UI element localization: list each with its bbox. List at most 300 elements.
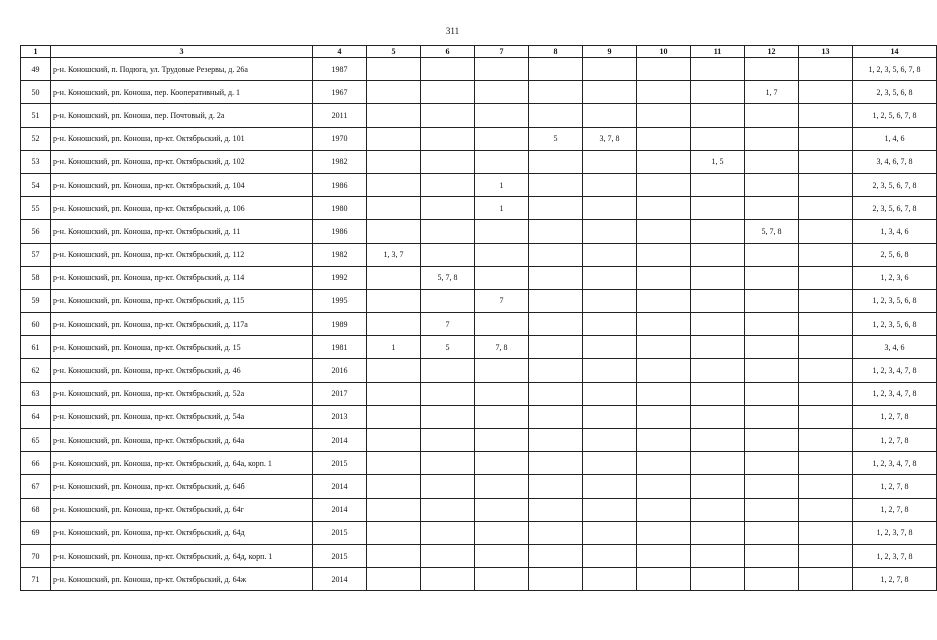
table-cell: 1	[475, 197, 529, 220]
table-cell	[637, 475, 691, 498]
table-cell	[529, 173, 583, 196]
table-cell	[475, 58, 529, 81]
table-row	[21, 405, 937, 428]
table-cell: 5, 7, 8	[745, 220, 799, 243]
address-cell: р-н. Коношский, рп. Коноша, пр-кт. Октябрьский, д. 102	[51, 150, 313, 173]
table-cell: 2, 3, 5, 6, 8	[853, 81, 937, 104]
table-cell: 5	[421, 336, 475, 359]
table-cell	[799, 266, 853, 289]
table-cell	[475, 405, 529, 428]
table-cell	[745, 359, 799, 382]
table-cell	[421, 104, 475, 127]
table-cell: 1, 7	[745, 81, 799, 104]
table-cell	[475, 521, 529, 544]
address-cell: р-н. Коношский, п. Подюга, ул. Трудовые Резервы, д. 26а	[51, 58, 313, 81]
row-number-cell: 57	[21, 243, 51, 266]
table-cell	[745, 544, 799, 567]
address-cell: р-н. Коношский, рп. Коноша, пр-кт. Октябрьский, д. 101	[51, 127, 313, 150]
year-cell: 2015	[313, 452, 367, 475]
year-cell: 2014	[313, 568, 367, 591]
table-cell	[691, 521, 745, 544]
table-cell	[583, 475, 637, 498]
year-cell: 1970	[313, 127, 367, 150]
address-cell: р-н. Коношский, рп. Коноша, пр-кт. Октябрьский, д. 115	[51, 289, 313, 312]
year-cell: 2015	[313, 521, 367, 544]
year-cell: 1986	[313, 173, 367, 196]
table-cell	[799, 405, 853, 428]
table-cell	[745, 243, 799, 266]
header-row	[21, 46, 937, 58]
year-cell: 2016	[313, 359, 367, 382]
table-cell	[529, 150, 583, 173]
table-cell	[529, 58, 583, 81]
table-cell	[745, 197, 799, 220]
table-cell: 1, 2, 7, 8	[853, 429, 937, 452]
table-cell	[691, 243, 745, 266]
table-cell	[475, 243, 529, 266]
table-cell	[799, 544, 853, 567]
column-header: 14	[853, 46, 937, 58]
table-row	[21, 197, 937, 220]
table-cell	[583, 266, 637, 289]
table-cell	[529, 243, 583, 266]
address-cell: р-н. Коношский, рп. Коноша, пр-кт. Октябрьский, д. 11	[51, 220, 313, 243]
table-cell	[367, 359, 421, 382]
table-cell	[637, 498, 691, 521]
table-cell	[799, 313, 853, 336]
year-cell: 1982	[313, 150, 367, 173]
year-cell: 2014	[313, 475, 367, 498]
page-number: 311	[445, 26, 460, 36]
table-cell	[529, 197, 583, 220]
column-header: 8	[529, 46, 583, 58]
table-cell	[583, 382, 637, 405]
table-cell: 1, 2, 3, 5, 6, 7, 8	[853, 58, 937, 81]
table-cell	[691, 104, 745, 127]
year-cell: 2017	[313, 382, 367, 405]
table-cell	[799, 58, 853, 81]
table-cell	[583, 104, 637, 127]
table-cell	[367, 452, 421, 475]
table-row	[21, 150, 937, 173]
table-cell	[799, 568, 853, 591]
table-cell	[799, 521, 853, 544]
table-cell	[799, 498, 853, 521]
table-cell	[745, 498, 799, 521]
table-body	[21, 58, 937, 591]
row-number-cell: 67	[21, 475, 51, 498]
table-cell	[583, 452, 637, 475]
table-row	[21, 359, 937, 382]
table-cell	[421, 382, 475, 405]
address-cell: р-н. Коношский, рп. Коноша, пр-кт. Октябрьский, д. 64ж	[51, 568, 313, 591]
table-cell	[691, 127, 745, 150]
table-cell	[529, 452, 583, 475]
table-cell: 7, 8	[475, 336, 529, 359]
year-cell: 2014	[313, 429, 367, 452]
table-cell: 3, 4, 6	[853, 336, 937, 359]
column-header: 10	[637, 46, 691, 58]
year-cell: 1987	[313, 58, 367, 81]
table-cell	[799, 173, 853, 196]
column-header: 1	[21, 46, 51, 58]
year-cell: 2015	[313, 544, 367, 567]
table-cell	[529, 429, 583, 452]
table-cell	[637, 544, 691, 567]
table-cell: 1, 2, 3, 5, 6, 8	[853, 313, 937, 336]
table-cell	[529, 405, 583, 428]
table-cell	[799, 475, 853, 498]
row-number-cell: 63	[21, 382, 51, 405]
table-cell	[583, 521, 637, 544]
table-row	[21, 58, 937, 81]
table-cell	[583, 544, 637, 567]
table-cell	[367, 521, 421, 544]
table-cell	[637, 568, 691, 591]
register-table	[20, 45, 937, 591]
table-cell	[475, 150, 529, 173]
table-cell	[691, 336, 745, 359]
table-cell: 1, 2, 5, 6, 7, 8	[853, 104, 937, 127]
address-cell: р-н. Коношский, рп. Коноша, пр-кт. Октябрьский, д. 114	[51, 266, 313, 289]
table-row	[21, 104, 937, 127]
address-cell: р-н. Коношский, рп. Коноша, пр-кт. Октябрьский, д. 64а	[51, 429, 313, 452]
row-number-cell: 60	[21, 313, 51, 336]
year-cell: 1986	[313, 220, 367, 243]
table-cell	[421, 81, 475, 104]
address-cell: р-н. Коношский, рп. Коноша, пр-кт. Октябрьский, д. 117а	[51, 313, 313, 336]
table-cell	[745, 266, 799, 289]
table-cell	[637, 336, 691, 359]
table-cell: 1, 2, 7, 8	[853, 405, 937, 428]
table-cell	[691, 173, 745, 196]
table-cell	[529, 498, 583, 521]
table-cell	[583, 81, 637, 104]
table-cell	[529, 104, 583, 127]
table-cell	[637, 313, 691, 336]
table-cell	[367, 498, 421, 521]
table-cell	[745, 382, 799, 405]
table-cell	[475, 544, 529, 567]
row-number-cell: 50	[21, 81, 51, 104]
column-header: 5	[367, 46, 421, 58]
table-cell	[529, 475, 583, 498]
table-cell	[475, 452, 529, 475]
table-cell	[691, 452, 745, 475]
row-number-cell: 49	[21, 58, 51, 81]
table-cell: 1, 2, 3, 4, 7, 8	[853, 359, 937, 382]
table-cell	[583, 150, 637, 173]
table-cell	[637, 521, 691, 544]
table-cell: 1, 2, 7, 8	[853, 568, 937, 591]
table-cell	[691, 382, 745, 405]
table-cell	[367, 220, 421, 243]
table-cell	[583, 243, 637, 266]
row-number-cell: 69	[21, 521, 51, 544]
table-cell	[745, 289, 799, 312]
table-cell	[367, 81, 421, 104]
table-cell	[799, 336, 853, 359]
table-cell	[745, 58, 799, 81]
address-cell: р-н. Коношский, рп. Коноша, пр-кт. Октябрьский, д. 46	[51, 359, 313, 382]
table-cell	[745, 405, 799, 428]
column-header: 6	[421, 46, 475, 58]
table-cell	[691, 429, 745, 452]
table-row	[21, 544, 937, 567]
year-cell: 1995	[313, 289, 367, 312]
table-cell	[421, 498, 475, 521]
column-header: 11	[691, 46, 745, 58]
column-header: 13	[799, 46, 853, 58]
table-cell: 3, 4, 6, 7, 8	[853, 150, 937, 173]
table-cell: 1, 2, 7, 8	[853, 475, 937, 498]
table-cell	[367, 429, 421, 452]
table-cell	[475, 313, 529, 336]
table-row	[21, 243, 937, 266]
table-cell: 1	[475, 173, 529, 196]
row-number-cell: 61	[21, 336, 51, 359]
table-cell: 1, 2, 3, 7, 8	[853, 521, 937, 544]
table-cell	[529, 336, 583, 359]
row-number-cell: 64	[21, 405, 51, 428]
table-cell	[367, 266, 421, 289]
table-cell	[367, 475, 421, 498]
table-cell: 1, 5	[691, 150, 745, 173]
table-cell	[583, 220, 637, 243]
table-cell: 5, 7, 8	[421, 266, 475, 289]
table-cell	[637, 104, 691, 127]
row-number-cell: 71	[21, 568, 51, 591]
table-cell	[367, 150, 421, 173]
table-cell	[421, 173, 475, 196]
table-cell	[691, 475, 745, 498]
table-cell	[367, 544, 421, 567]
table-cell	[583, 336, 637, 359]
table-cell: 1, 2, 3, 6	[853, 266, 937, 289]
column-header: 7	[475, 46, 529, 58]
table-cell: 1, 4, 6	[853, 127, 937, 150]
row-number-cell: 55	[21, 197, 51, 220]
table-cell	[637, 220, 691, 243]
column-header: 4	[313, 46, 367, 58]
table-cell: 1, 3, 7	[367, 243, 421, 266]
table-cell	[691, 289, 745, 312]
table-cell	[799, 452, 853, 475]
address-cell: р-н. Коношский, рп. Коноша, пр-кт. Октябрьский, д. 52а	[51, 382, 313, 405]
table-cell	[367, 58, 421, 81]
table-cell	[421, 521, 475, 544]
table-cell	[799, 150, 853, 173]
table-cell	[367, 313, 421, 336]
table-row	[21, 521, 937, 544]
table-cell	[745, 336, 799, 359]
table-cell	[529, 568, 583, 591]
row-number-cell: 68	[21, 498, 51, 521]
table-cell: 2, 3, 5, 6, 7, 8	[853, 197, 937, 220]
year-cell: 2011	[313, 104, 367, 127]
address-cell: р-н. Коношский, рп. Коноша, пр-кт. Октябрьский, д. 64б	[51, 475, 313, 498]
row-number-cell: 66	[21, 452, 51, 475]
table-cell	[637, 58, 691, 81]
table-cell	[421, 544, 475, 567]
table-cell	[637, 382, 691, 405]
year-cell: 2014	[313, 498, 367, 521]
table-cell	[367, 568, 421, 591]
table-cell	[421, 452, 475, 475]
table-cell	[367, 104, 421, 127]
table-cell: 3, 7, 8	[583, 127, 637, 150]
column-header: 12	[745, 46, 799, 58]
table-cell: 1, 3, 4, 6	[853, 220, 937, 243]
table-cell	[529, 313, 583, 336]
address-cell: р-н. Коношский, рп. Коноша, пер. Почтовый, д. 2а	[51, 104, 313, 127]
table-cell	[367, 405, 421, 428]
table-cell	[475, 568, 529, 591]
table-row	[21, 220, 937, 243]
table-cell	[475, 475, 529, 498]
row-number-cell: 52	[21, 127, 51, 150]
table-cell	[475, 220, 529, 243]
table-cell	[421, 243, 475, 266]
table-cell	[637, 150, 691, 173]
table-cell: 1, 2, 3, 7, 8	[853, 544, 937, 567]
table-cell	[529, 521, 583, 544]
table-cell	[421, 289, 475, 312]
table-cell	[691, 220, 745, 243]
table-cell: 7	[475, 289, 529, 312]
table-cell	[583, 498, 637, 521]
table-cell	[475, 127, 529, 150]
table-cell	[637, 81, 691, 104]
table-cell	[691, 266, 745, 289]
table-cell	[745, 429, 799, 452]
table-cell	[637, 173, 691, 196]
table-cell	[475, 382, 529, 405]
table-cell: 7	[421, 313, 475, 336]
table-row	[21, 289, 937, 312]
table-cell	[745, 173, 799, 196]
table-row	[21, 313, 937, 336]
row-number-cell: 51	[21, 104, 51, 127]
table-cell	[691, 81, 745, 104]
table-cell	[799, 81, 853, 104]
table-cell	[367, 173, 421, 196]
row-number-cell: 58	[21, 266, 51, 289]
table-cell	[799, 429, 853, 452]
table-cell: 1, 2, 3, 4, 7, 8	[853, 382, 937, 405]
table-cell	[637, 266, 691, 289]
table-cell	[799, 382, 853, 405]
column-header: 3	[51, 46, 313, 58]
address-cell: р-н. Коношский, рп. Коноша, пр-кт. Октябрьский, д. 106	[51, 197, 313, 220]
table-cell	[475, 498, 529, 521]
table-cell: 5	[529, 127, 583, 150]
year-cell: 1967	[313, 81, 367, 104]
table-cell	[637, 127, 691, 150]
table-cell	[799, 104, 853, 127]
table-cell	[745, 127, 799, 150]
table-cell	[475, 104, 529, 127]
table-cell	[421, 359, 475, 382]
table-cell	[691, 58, 745, 81]
table-row	[21, 127, 937, 150]
year-cell: 1992	[313, 266, 367, 289]
table-cell	[745, 150, 799, 173]
table-cell	[529, 289, 583, 312]
table-cell	[583, 197, 637, 220]
table-cell	[745, 452, 799, 475]
table-cell	[475, 266, 529, 289]
table-cell	[367, 197, 421, 220]
address-cell: р-н. Коношский, рп. Коноша, пр-кт. Октябрьский, д. 64д, корп. 1	[51, 544, 313, 567]
column-header: 9	[583, 46, 637, 58]
table-cell	[799, 197, 853, 220]
row-number-cell: 70	[21, 544, 51, 567]
table-cell	[475, 81, 529, 104]
table-cell	[421, 429, 475, 452]
table-cell	[583, 568, 637, 591]
table-cell: 1, 2, 3, 5, 6, 8	[853, 289, 937, 312]
table-cell	[475, 429, 529, 452]
table-cell	[691, 544, 745, 567]
table-cell	[367, 127, 421, 150]
table-cell	[745, 313, 799, 336]
table-cell	[421, 405, 475, 428]
table-cell	[583, 313, 637, 336]
table-cell	[421, 475, 475, 498]
table-cell	[637, 429, 691, 452]
row-number-cell: 56	[21, 220, 51, 243]
year-cell: 1989	[313, 313, 367, 336]
table-cell	[637, 405, 691, 428]
table-cell	[799, 220, 853, 243]
table-cell: 1	[367, 336, 421, 359]
table-cell	[421, 197, 475, 220]
table-cell	[745, 568, 799, 591]
table-cell	[367, 289, 421, 312]
table-cell	[799, 289, 853, 312]
table-cell	[637, 452, 691, 475]
table-cell	[529, 81, 583, 104]
table-cell	[799, 243, 853, 266]
table-cell	[637, 197, 691, 220]
table-cell	[421, 220, 475, 243]
row-number-cell: 65	[21, 429, 51, 452]
table-cell	[637, 243, 691, 266]
table-cell	[691, 359, 745, 382]
address-cell: р-н. Коношский, рп. Коноша, пр-кт. Октябрьский, д. 64а, корп. 1	[51, 452, 313, 475]
table-cell	[421, 127, 475, 150]
year-cell: 2013	[313, 405, 367, 428]
table-row	[21, 266, 937, 289]
table-row	[21, 568, 937, 591]
table-row	[21, 336, 937, 359]
table-cell	[691, 405, 745, 428]
table-cell	[421, 150, 475, 173]
table-cell	[583, 289, 637, 312]
address-cell: р-н. Коношский, рп. Коноша, пр-кт. Октябрьский, д. 15	[51, 336, 313, 359]
year-cell: 1982	[313, 243, 367, 266]
address-cell: р-н. Коношский, рп. Коноша, пр-кт. Октябрьский, д. 112	[51, 243, 313, 266]
table-cell	[529, 220, 583, 243]
table-cell	[583, 405, 637, 428]
table-row	[21, 382, 937, 405]
table-cell	[745, 104, 799, 127]
table-cell	[367, 382, 421, 405]
table-cell	[583, 429, 637, 452]
table-cell	[691, 498, 745, 521]
address-cell: р-н. Коношский, рп. Коноша, пр-кт. Октябрьский, д. 64д	[51, 521, 313, 544]
